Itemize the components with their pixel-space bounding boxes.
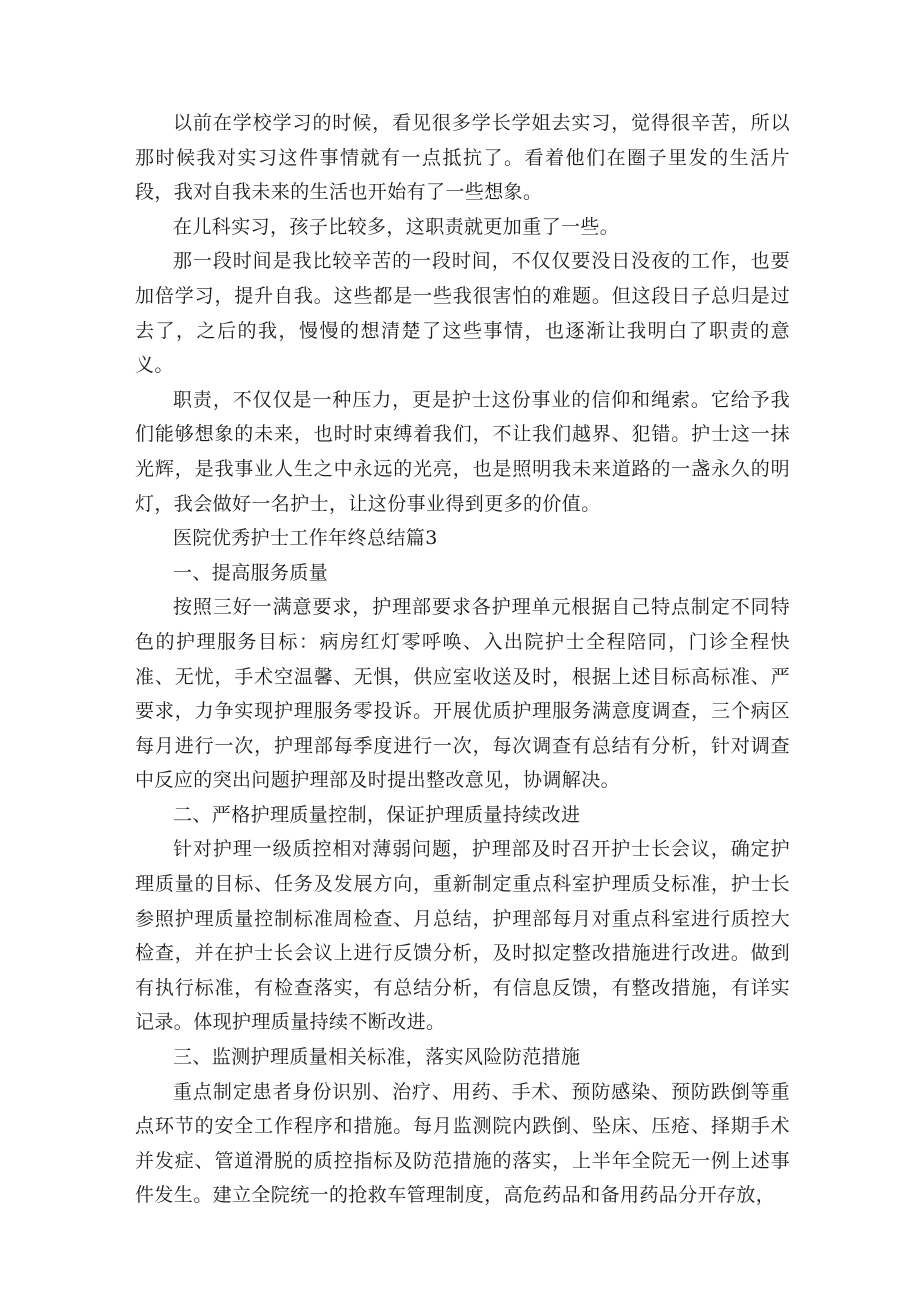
paragraph-internship-intro: 以前在学校学习的时候，看见很多学长学姐去实习，觉得很辛苦，所以那时候我对实习这件事情就有一点抵抗了。看着他们在圈子里发的生活片段，我对自我未来的生活也开始有了一些想象。 (135, 112, 790, 204)
heading-quality-control: 二、严格护理质量控制，保证护理质量持续改进 (173, 803, 581, 826)
heading-service-quality: 一、提高服务质量 (173, 561, 329, 584)
paragraph-service-quality: 按照三好一满意要求，护理部要求各护理单元根据自己特点制定不同特色的护理服务目标：病房红灯零呼唤、入出院护士全程陪同，门诊全程快准、无忧，手术空温馨、无惧，供应室收送及时，根据上述目标高标准、严要求，力争实现护理服务零投诉。开展优质护理服务满意度调查，三个病区每月进行一次，护理部每季度进行一次，每次调查有总结有分析，针对调查中反应的突出问题护理部及时提出整改意见，协调解决。 (135, 596, 790, 792)
paragraph-pediatrics: 在儿科实习，孩子比较多，这职责就更加重了一些。 (173, 215, 620, 238)
section-title: 医院优秀护士工作年终总结篇3 (173, 527, 438, 550)
heading-risk-prevention: 三、监测护理质量相关标准，落实风险防范措施 (173, 1046, 581, 1069)
paragraph-quality-control: 针对护理一级质控相对薄弱问题，护理部及时召开护士长会议，确定护理质量的目标、任务及发展方向，重新制定重点科室护理质殳标准，护士长参照护理质量控制标准周检查、月总结，护理部每月对重点科室进行质控大检查，并在护士长会议上进行反馈分析，及时拟定整改措施进行改进。做到有执行标准，有检查落实，有总结分析，有信息反馈，有整改措施，有详实记录。体现护理质量持续不断改进。 (135, 838, 790, 1034)
paragraph-responsibility: 职责，不仅仅是一种压力，更是护士这份事业的信仰和绳索。它给予我们能够想象的未来，也时时束缚着我们，不让我们越界、犯错。护士这一抹光辉，是我事业人生之中永远的光亮，也是照明我未来道路的一盏永久的明灯，我会做好一名护士，让这份事业得到更多的价值。 (135, 388, 790, 515)
paragraph-risk-prevention: 重点制定患者身份识别、治疗、用药、手术、预防感染、预防跌倒等重点环节的安全工作程序和措施。每月监测院内跌倒、坠床、压疮、择期手术并发症、管道滑脱的质控指标及防范措施的落实，上半年全院无一例上述事件发生。建立全院统一的抢救车管理制度，高危药品和备用药品分开存放， (135, 1080, 790, 1207)
paragraph-hard-period: 那一段时间是我比较辛苦的一段时间，不仅仅要没日没夜的工作，也要加倍学习，提升自我。这些都是一些我很害怕的难题。但这段日子总归是过去了，之后的我，慢慢的想清楚了这些事情，也逐渐让我明白了职责的意义。 (135, 250, 790, 377)
document-body (135, 106, 790, 1213)
